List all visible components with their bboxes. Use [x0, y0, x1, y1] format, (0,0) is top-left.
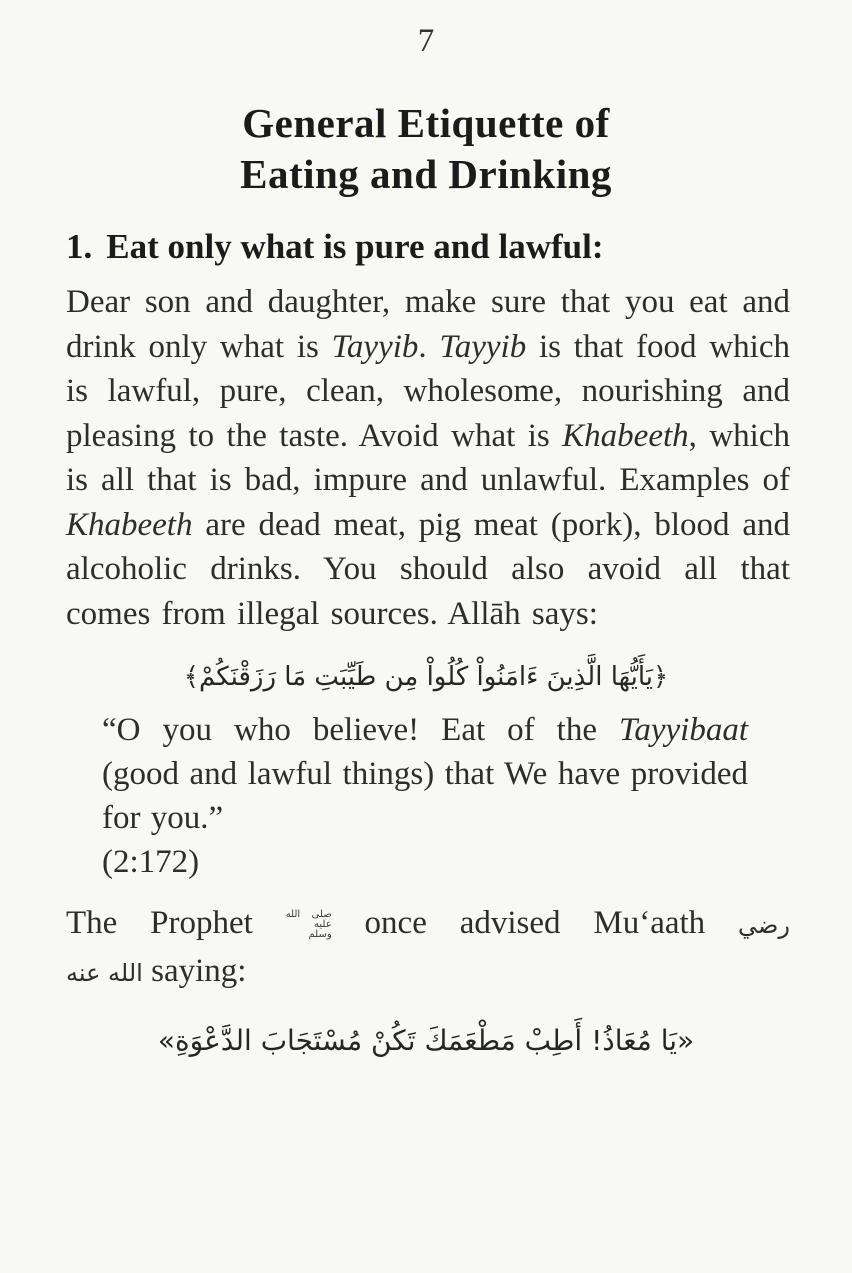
chapter-title	[40, 98, 812, 200]
radi-allahu-anhu-part2: الله عنه	[66, 959, 143, 987]
hadith-intro-line2	[66, 948, 790, 996]
translation-text: “O you who believe! Eat of the	[102, 712, 620, 748]
quran-verse-arabic: ﴿يَأَيُّهَا الَّذِينَ ءَامَنُواْ كُلُواْ مِن طَيِّبَتِ مَا رَزَقْنَكُمْ﴾	[183, 662, 669, 692]
page-number: 7	[417, 23, 435, 59]
translation-text: (good and lawful things) that We have provided for you.”	[102, 756, 748, 836]
body-text: Dear son and daughter, make sure that you eat and drink only what is	[66, 284, 790, 365]
body-text: is that food which is lawful, pure, clean, wholesome, nourishing and pleasing to the taste. Avoid what is	[66, 328, 790, 454]
chapter-title-line2: Eating and Drinking	[240, 151, 612, 197]
body-paragraph	[66, 280, 790, 636]
transliteration-khabeeth: Khabeeth	[66, 506, 193, 543]
radi-allahu-anhu-part1: رضي	[738, 911, 790, 939]
transliteration-tayyibaat: Tayyibaat	[619, 712, 748, 748]
verse-reference: (2:172)	[102, 844, 200, 880]
chapter-title-line1: General Etiquette of	[242, 100, 610, 146]
transliteration-khabeeth: Khabeeth	[562, 417, 689, 454]
transliteration-tayyib: Tayyib	[439, 328, 527, 365]
section-heading-number: 1.	[66, 227, 93, 266]
hadith-intro-paragraph	[66, 900, 790, 996]
section-heading-text: Eat only what is pure and lawful:	[106, 227, 604, 266]
section-heading	[66, 226, 792, 268]
hadith-intro-text: once advised Mu‘aath	[331, 905, 739, 941]
body-text: , which is all that is bad, impure and unlawful. Examples of	[66, 417, 790, 498]
transliteration-tayyib: Tayyib	[331, 328, 419, 365]
pbuh-seal-line1: صلى الله	[285, 909, 332, 920]
hadith-text-arabic: «يَا مُعَاذُ! أَطِبْ مَطْعَمَكَ تَكُنْ مُسْتَجَابَ الدَّعْوَةِ»	[157, 1024, 695, 1057]
pbuh-seal-line3: وسلم	[308, 929, 332, 940]
hadith-intro-text: The Prophet	[66, 905, 286, 941]
hadith-intro-text: saying:	[142, 953, 247, 989]
pbuh-seal-icon	[286, 910, 332, 940]
body-text: are dead meat, pig meat (pork), blood and alcoholic drinks. You should also avoid all that comes from illegal sources. Allāh says:	[66, 506, 790, 632]
pbuh-seal-line2: عليه	[314, 919, 332, 930]
hadith-intro-line1	[66, 900, 790, 948]
verse-translation	[102, 708, 748, 840]
body-text: .	[418, 328, 440, 365]
